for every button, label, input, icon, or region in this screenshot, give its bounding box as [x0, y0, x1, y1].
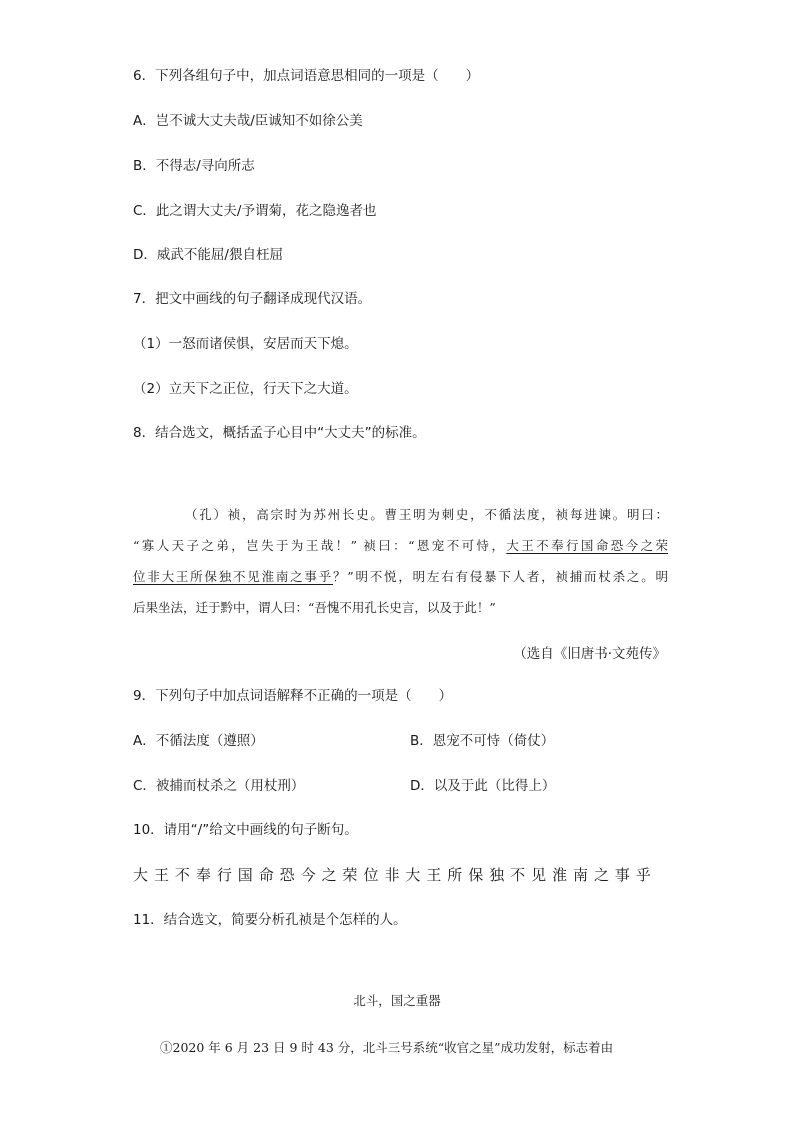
char-8: 今 — [300, 866, 316, 884]
question-11-stem: 11．结合选文，简要分析孔祯是个怎样的人。 — [133, 912, 407, 928]
char-1: 王 — [153, 866, 169, 884]
char-5: 国 — [237, 866, 253, 884]
question-9-option-d: D．以及于此（比得上） — [410, 778, 556, 794]
underlined-sentence-part-1: 大王不奉行国命恐今之荣 — [506, 538, 668, 553]
char-4: 行 — [216, 866, 232, 884]
question-6-option-d: D．威武不能屈/猥自枉屈 — [133, 247, 283, 263]
char-16: 保 — [468, 866, 484, 884]
char-6: 命 — [258, 866, 274, 884]
question-6-option-b: B．不得志/寻向所志 — [133, 158, 255, 174]
char-0: 大 — [133, 866, 149, 884]
question-9-option-a: A．不循法度（遵照） — [133, 733, 264, 749]
question-6-option-c: C．此之谓大丈夫/予谓菊，花之隐逸者也 — [133, 203, 377, 219]
passage-line-3-text: ？”明不悦，明左右有侵暴下人者，祯捕而杖杀之。明 — [333, 569, 668, 584]
char-2: 不 — [174, 866, 190, 884]
question-10-stem: 10．请用“/”给文中画线的句子断句。 — [133, 822, 358, 838]
question-6-option-a: A．岂不诚大丈夫哉/臣诚知不如徐公美 — [133, 113, 363, 129]
char-21: 南 — [573, 866, 589, 884]
question-10-character-row — [133, 865, 651, 885]
char-15: 所 — [447, 866, 463, 884]
article-title: 北斗，国之重器 — [353, 993, 441, 1008]
char-13: 大 — [405, 866, 421, 884]
char-18: 不 — [510, 866, 526, 884]
char-10: 荣 — [342, 866, 358, 884]
char-9: 之 — [321, 866, 337, 884]
char-23: 事 — [614, 866, 630, 884]
char-20: 淮 — [552, 866, 568, 884]
char-11: 位 — [363, 866, 379, 884]
question-7-item-2: （2）立天下之正位，行天下之大道。 — [133, 381, 358, 397]
article-paragraph-1: ①2020 年 6 月 23 日 9 时 43 分，北斗三号系统“收官之星”成功发射，标志着由 — [160, 1040, 614, 1055]
passage-line-4: 后果坐法，迁于黔中，谓人曰：“吾愧不用孔长史言，以及于此！” — [133, 600, 496, 615]
char-19: 见 — [531, 866, 547, 884]
passage-line-2 — [133, 530, 668, 561]
question-9-option-b: B．恩宠不可恃（倚仗） — [410, 733, 555, 749]
question-7-item-1: （1）一怒而诸侯惧，安居而天下熄。 — [133, 336, 358, 352]
passage-line-1: （孔）祯，高宗时为苏州长史。曹王明为刺史，不循法度，祯每进谏。明曰： — [185, 507, 668, 522]
question-9-stem: 9．下列句子中加点词语解释不正确的一项是（ ） — [133, 688, 453, 704]
underlined-sentence-part-2: 位非大王所保独不见淮南之事乎 — [133, 569, 334, 584]
question-6-stem: 6．下列各组句子中，加点词语意思相同的一项是（ ） — [133, 68, 480, 84]
char-22: 之 — [593, 866, 609, 884]
char-17: 独 — [489, 866, 505, 884]
question-7-stem: 7．把文中画线的句子翻译成现代汉语。 — [133, 291, 372, 307]
passage-line-3 — [133, 561, 668, 592]
passage-source: （选自《旧唐书·文苑传》 — [513, 646, 666, 662]
question-9-option-c: C．被捕而杖杀之（用杖刑） — [133, 778, 305, 794]
passage-line-2-text: “寡人天子之弟，岂失于为王哉！” 祯曰：“恩宠不可恃， — [133, 538, 507, 553]
char-3: 奉 — [195, 866, 211, 884]
classical-passage — [133, 499, 668, 623]
char-24: 乎 — [635, 866, 651, 884]
char-12: 非 — [384, 866, 400, 884]
question-8-stem: 8．结合选文，概括孟子心目中“大丈夫”的标准。 — [133, 425, 426, 441]
char-14: 王 — [426, 866, 442, 884]
char-7: 恐 — [279, 866, 295, 884]
